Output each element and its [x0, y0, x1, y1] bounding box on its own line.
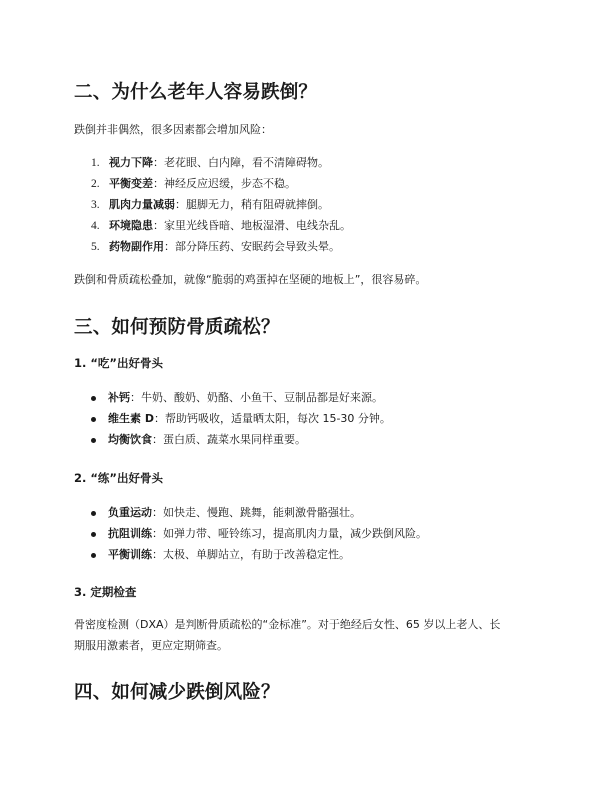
list-term: 药物副作用 — [109, 240, 164, 253]
list-term: 平衡变差 — [109, 177, 153, 190]
bullet-list-item — [108, 412, 391, 426]
subsection-exercise-heading: 2. “练”出好骨头 — [74, 471, 163, 485]
checkup-paragraph-line-1: 骨密度检测（DXA）是判断骨质疏松的“金标准”。对于绝经后女性、65 岁以上老人、长 — [74, 618, 501, 631]
section-2-conclusion: 跌倒和骨质疏松叠加，就像“脆弱的鸡蛋掉在坚硬的地板上”，很容易碎。 — [74, 273, 427, 286]
list-text: ：蛋白质、蔬菜水果同样重要。 — [152, 433, 306, 446]
list-text: ：部分降压药、安眠药会导致头晕。 — [164, 240, 340, 253]
list-term: 均衡饮食 — [108, 433, 152, 446]
bullet-icon — [91, 553, 96, 558]
list-number: 2. — [91, 178, 100, 190]
bullet-list-item — [108, 527, 427, 541]
list-term: 环境隐患 — [109, 219, 153, 232]
subsection-eat-heading: 1. “吃”出好骨头 — [74, 356, 163, 370]
bullet-icon — [91, 438, 96, 443]
list-number: 3. — [91, 199, 100, 211]
bullet-list-item — [108, 548, 350, 562]
list-term: 肌肉力量减弱 — [109, 198, 175, 211]
numbered-list-item — [91, 156, 329, 170]
bullet-icon — [91, 396, 96, 401]
list-text: ：腿脚无力，稍有阻碍就摔倒。 — [175, 198, 329, 211]
bullet-list-item — [108, 506, 361, 520]
list-term: 平衡训练 — [108, 548, 152, 561]
bullet-list-item — [108, 391, 383, 405]
numbered-list-item — [91, 177, 296, 191]
list-term: 抗阻训练 — [108, 527, 152, 540]
list-text: ：神经反应迟缓，步态不稳。 — [153, 177, 296, 190]
bullet-icon — [91, 532, 96, 537]
list-number: 5. — [91, 241, 100, 253]
section-2-heading: 二、为什么老年人容易跌倒？ — [74, 82, 318, 103]
bullet-list-item — [108, 433, 306, 447]
section-2-intro: 跌倒并非偶然，很多因素都会增加风险： — [74, 123, 272, 136]
bullet-icon — [91, 417, 96, 422]
list-text: ：太极、单脚站立，有助于改善稳定性。 — [152, 548, 350, 561]
bullet-icon — [91, 511, 96, 516]
list-text: ：老花眼、白内障，看不清障碍物。 — [153, 156, 329, 169]
section-3-heading: 三、如何预防骨质疏松？ — [74, 317, 280, 338]
list-number: 1. — [91, 157, 100, 169]
section-4-heading: 四、如何减少跌倒风险？ — [74, 682, 280, 703]
list-text: ：如弹力带、哑铃练习，提高肌肉力量，减少跌倒风险。 — [152, 527, 427, 540]
list-term: 维生素 D — [108, 412, 154, 425]
list-text: ：帮助钙吸收，适量晒太阳，每次 15-30 分钟。 — [153, 412, 391, 425]
numbered-list-item — [91, 240, 340, 254]
list-term: 补钙 — [108, 391, 130, 404]
subsection-checkup-heading: 3. 定期检查 — [74, 585, 137, 599]
list-number: 4. — [91, 220, 100, 232]
list-term: 视力下降 — [109, 156, 153, 169]
numbered-list-item — [91, 198, 329, 212]
list-text: ：牛奶、酸奶、奶酪、小鱼干、豆制品都是好来源。 — [130, 391, 383, 404]
list-text: ：家里光线昏暗、地板湿滑、电线杂乱。 — [153, 219, 351, 232]
list-text: ：如快走、慢跑、跳舞，能刺激骨骼强壮。 — [152, 506, 361, 519]
checkup-paragraph-line-2: 期服用激素者，更应定期筛查。 — [74, 639, 228, 652]
list-term: 负重运动 — [108, 506, 152, 519]
numbered-list-item — [91, 219, 351, 233]
